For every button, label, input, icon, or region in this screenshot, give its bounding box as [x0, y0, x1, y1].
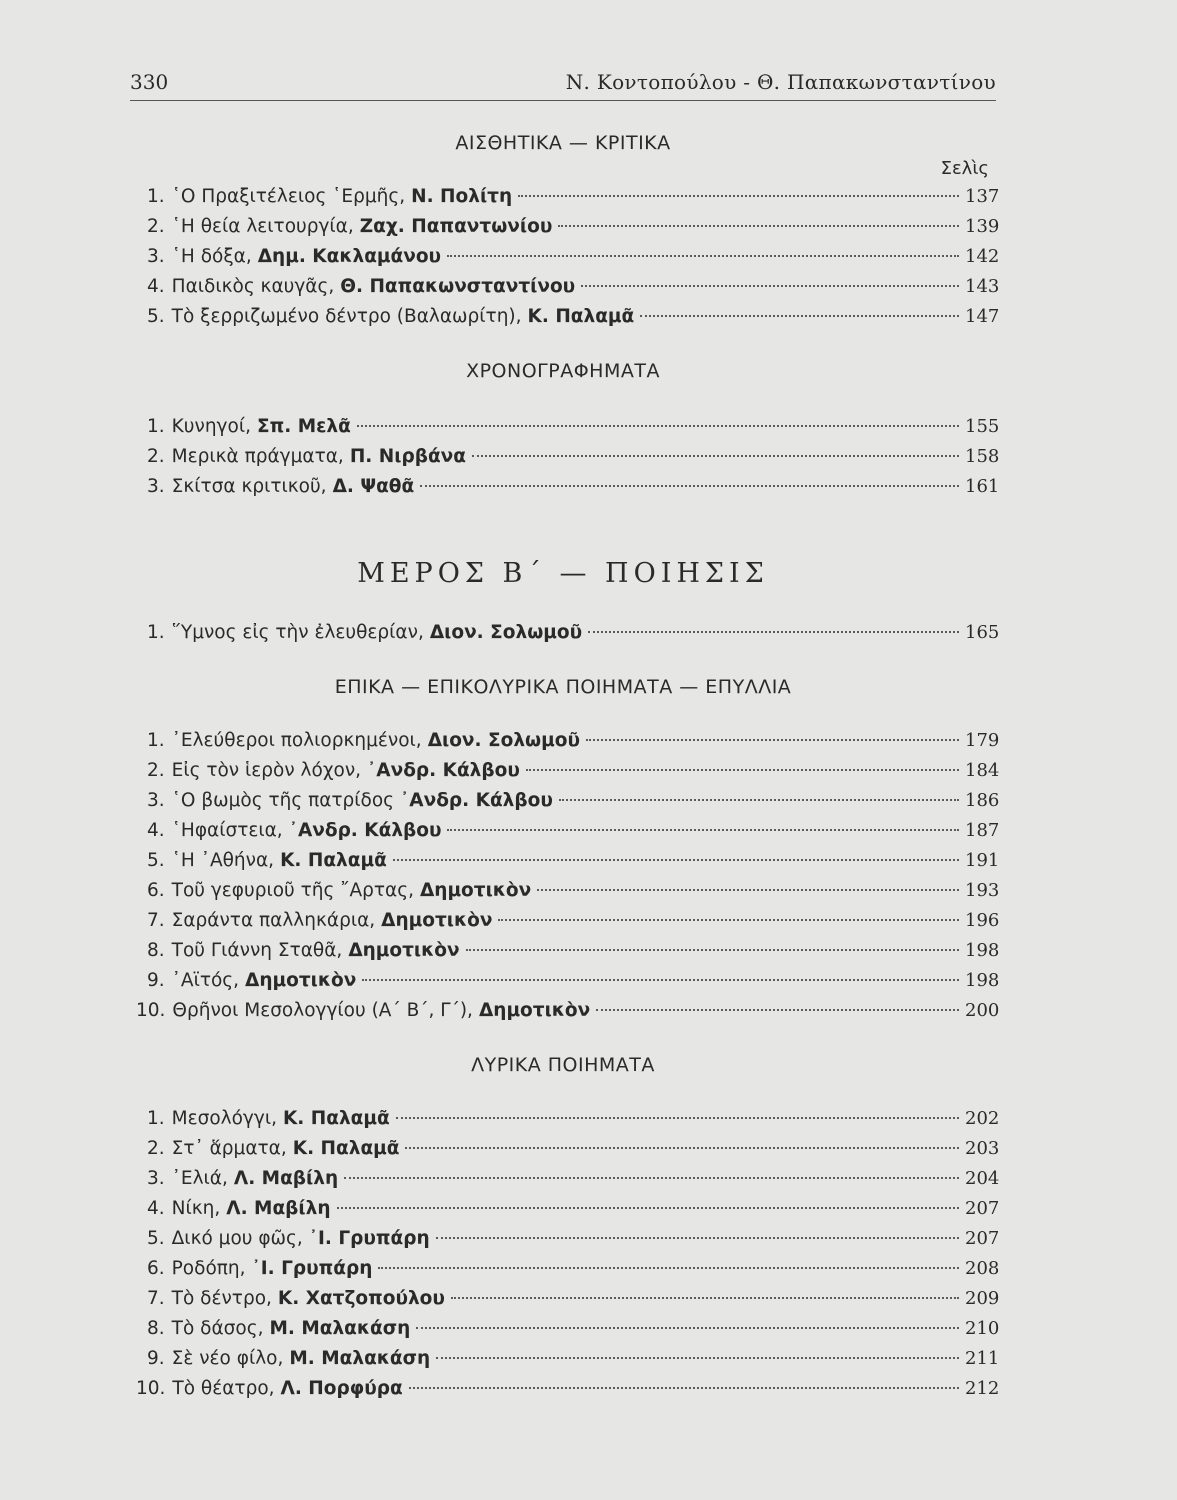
- page-ref: 187: [965, 820, 1000, 841]
- page-ref: 186: [965, 790, 1000, 811]
- page-header: [130, 66, 996, 101]
- page-ref: 184: [965, 760, 1000, 781]
- page-ref: 161: [965, 476, 1000, 497]
- dot-leader: [447, 255, 959, 257]
- toc-entry[interactable]: 3. ᾿Ελιά, Λ. Μαβίλη 204: [147, 1168, 1000, 1189]
- page-ref: 207: [965, 1198, 1000, 1219]
- dot-leader: [498, 919, 959, 921]
- dot-leader: [559, 799, 959, 801]
- dot-leader: [526, 769, 959, 771]
- toc-entry[interactable]: 5. Δικό μου φῶς, ᾿Ι. Γρυπάρη 207: [147, 1228, 1000, 1249]
- dot-leader: [436, 1237, 959, 1239]
- dot-leader: [596, 1009, 959, 1011]
- page-ref: 196: [965, 910, 1000, 931]
- page-ref: 203: [965, 1138, 1000, 1159]
- part-title-meros-b: ΜΕΡΟΣ Β΄ — ΠΟΙΗΣΙΣ: [357, 558, 769, 589]
- page-ref: 209: [965, 1288, 1000, 1309]
- page-ref: 137: [965, 186, 1000, 207]
- page-ref: 198: [965, 940, 1000, 961]
- toc-entry[interactable]: 5. Τὸ ξερριζωμένο δέντρο (Βαλαωρίτη), Κ. Παλαμᾶ 147: [147, 306, 1000, 327]
- page-ref: 155: [965, 416, 1000, 437]
- toc-entry[interactable]: 6. Τοῦ γεφυριοῦ τῆς ῎Αρτας, Δημοτικὸν 193: [147, 880, 1000, 901]
- toc-entry[interactable]: 3. Σκίτσα κριτικοῦ, Δ. Ψαθᾶ 161: [147, 476, 1000, 497]
- dot-leader: [420, 485, 959, 487]
- toc-entry[interactable]: 10. Θρῆνοι Μεσολογγίου (Α΄ Β΄, Γ΄), Δημοτικὸν 200: [136, 1000, 1000, 1021]
- toc-entry[interactable]: 9. Σὲ νέο φίλο, Μ. Μαλακάση 211: [147, 1348, 1000, 1369]
- section-title-aisthitika: ΑΙΣΘΗΤΙΚΑ — ΚΡΙΤΙΚΑ: [455, 132, 671, 154]
- dot-leader: [357, 425, 959, 427]
- page-ref: 207: [965, 1228, 1000, 1249]
- section-title-epika: ΕΠΙΚΑ — ΕΠΙΚΟΛΥΡΙΚΑ ΠΟΙΗΜΑΤΑ — ΕΠΥΛΛΙΑ: [334, 676, 792, 698]
- toc-entry[interactable]: 1. ῾Ο Πραξιτέλειος ῾Ερμῆς, Ν. Πολίτη 137: [147, 186, 1000, 207]
- dot-leader: [588, 631, 959, 633]
- toc-entry[interactable]: 10. Τὸ θέατρο, Λ. Πορφύρα 212: [136, 1378, 1000, 1399]
- toc-entry[interactable]: 8. Τὸ δάσος, Μ. Μαλακάση 210: [147, 1318, 1000, 1339]
- toc-entry[interactable]: 2. Μερικὰ πράγματα, Π. Νιρβάνα 158: [147, 446, 1000, 467]
- toc-entry[interactable]: 7. Τὸ δέντρο, Κ. Χατζοπούλου 209: [147, 1288, 1000, 1309]
- page-ref: 208: [965, 1258, 1000, 1279]
- dot-leader: [558, 225, 959, 227]
- toc-entry[interactable]: 8. Τοῦ Γιάννη Σταθᾶ, Δημοτικὸν 198: [147, 940, 1000, 961]
- dot-leader: [472, 455, 959, 457]
- toc-entry[interactable]: 3. ῾Ο βωμὸς τῆς πατρίδος ᾿Ανδρ. Κάλβου 186: [147, 790, 1000, 811]
- dot-leader: [409, 1387, 959, 1389]
- dot-leader: [518, 195, 959, 197]
- dot-leader: [537, 889, 959, 891]
- toc-entry[interactable]: 1. Μεσολόγγι, Κ. Παλαμᾶ 202: [147, 1108, 1000, 1129]
- toc-entry[interactable]: 2. Στ᾿ ἅρματα, Κ. Παλαμᾶ 203: [147, 1138, 1000, 1159]
- dot-leader: [337, 1207, 960, 1209]
- toc-entry[interactable]: 1. ᾿Ελεύθεροι πολιορκημένοι, Διον. Σολωμοῦ 179: [147, 730, 1000, 751]
- toc-entry[interactable]: 6. Ροδόπη, ᾿Ι. Γρυπάρη 208: [147, 1258, 1000, 1279]
- section-title-lyrika: ΛΥΡΙΚΑ ΠΟΙΗΜΑΤΑ: [471, 1054, 655, 1076]
- dot-leader: [405, 1147, 959, 1149]
- dot-leader: [344, 1177, 959, 1179]
- dot-leader: [436, 1357, 959, 1359]
- page-ref: 202: [965, 1108, 1000, 1129]
- page-ref: 143: [965, 276, 1000, 297]
- page-ref: 210: [965, 1318, 1000, 1339]
- toc-entry[interactable]: 2. ῾Η θεία λειτουργία, Ζαχ. Παπαντωνίου 139: [147, 216, 1000, 237]
- page-ref: 158: [965, 446, 1000, 467]
- dot-leader: [362, 979, 959, 981]
- dot-leader: [640, 315, 959, 317]
- page-ref: 142: [965, 246, 1000, 267]
- toc-entry[interactable]: 1. Κυνηγοί, Σπ. Μελᾶ 155: [147, 416, 1000, 437]
- page-ref: 200: [965, 1000, 1000, 1021]
- toc-entry[interactable]: 5. ῾Η ᾿Αθήνα, Κ. Παλαμᾶ 191: [147, 850, 1000, 871]
- toc-entry[interactable]: 4. Νίκη, Λ. Μαβίλη 207: [147, 1198, 1000, 1219]
- dot-leader: [581, 285, 959, 287]
- page-ref: 147: [965, 306, 1000, 327]
- dot-leader: [396, 1117, 959, 1119]
- toc-entry[interactable]: 4. Παιδικὸς καυγᾶς, Θ. Παπακωνσταντίνου 143: [147, 276, 1000, 297]
- toc-entry[interactable]: 1. ῞Υμνος εἰς τὴν ἐλευθερίαν, Διον. Σολωμοῦ 165: [147, 622, 1000, 643]
- dot-leader: [466, 949, 959, 951]
- dot-leader: [393, 859, 959, 861]
- dot-leader: [416, 1327, 959, 1329]
- dot-leader: [586, 739, 959, 741]
- section-title-chronografimata: ΧΡΟΝΟΓΡΑΦΗΜΑΤΑ: [466, 360, 660, 382]
- page-ref: 165: [965, 622, 1000, 643]
- toc-entry[interactable]: 7. Σαράντα παλληκάρια, Δημοτικὸν 196: [147, 910, 1000, 931]
- toc-entry[interactable]: 9. ᾿Αϊτός, Δημοτικὸν 198: [147, 970, 1000, 991]
- page-ref: 211: [965, 1348, 1000, 1369]
- page-ref: 193: [965, 880, 1000, 901]
- toc-entry[interactable]: 2. Εἰς τὸν ἱερὸν λόχον, ᾿Ανδρ. Κάλβου 184: [147, 760, 1000, 781]
- dot-leader: [451, 1297, 959, 1299]
- running-head: Ν. Κοντοπούλου - Θ. Παπακωνσταντίνου: [565, 70, 996, 94]
- page-ref: 204: [965, 1168, 1000, 1189]
- page-ref: 191: [965, 850, 1000, 871]
- pages-column-label: Σελὶς: [940, 158, 989, 179]
- page-number: 330: [130, 70, 169, 94]
- toc-entry[interactable]: 3. ῾Η δόξα, Δημ. Κακλαμάνου 142: [147, 246, 1000, 267]
- page-ref: 212: [965, 1378, 1000, 1399]
- toc-entry[interactable]: 4. ῾Ηφαίστεια, ᾿Ανδρ. Κάλβου 187: [147, 820, 1000, 841]
- page-ref: 198: [965, 970, 1000, 991]
- page-ref: 179: [965, 730, 1000, 751]
- page-ref: 139: [965, 216, 1000, 237]
- dot-leader: [447, 829, 959, 831]
- dot-leader: [378, 1267, 959, 1269]
